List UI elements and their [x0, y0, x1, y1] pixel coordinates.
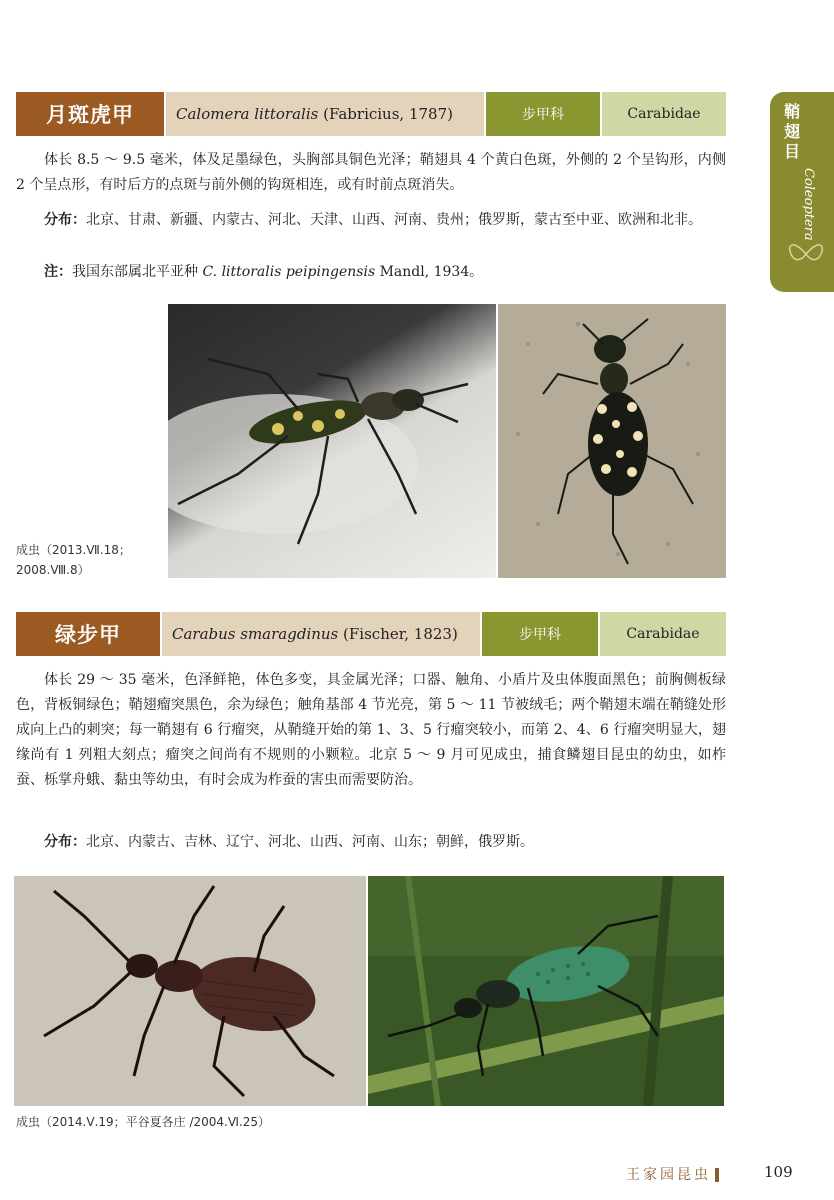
- species-2-distribution: [16, 830, 726, 855]
- species-1-family-cn: 步甲科: [486, 92, 600, 136]
- species-1-genus-species: Calomera littoralis: [176, 105, 319, 123]
- species-2-distribution-text: 北京、内蒙古、吉林、辽宁、河北、山西、河南、山东；朝鲜，俄罗斯。: [86, 834, 534, 850]
- species-1-author: (Fabricius, 1787): [323, 105, 453, 123]
- species-2-description: [16, 668, 726, 793]
- species-1-family-latin: Carabidae: [602, 92, 726, 136]
- species-1-note-prefix: 我国东部属北平亚种: [72, 264, 203, 280]
- species-1-scientific-name: [166, 92, 484, 136]
- section-tab: [770, 92, 834, 292]
- tiger-beetle-top-view-icon: [498, 304, 726, 578]
- species-1-caption: [16, 540, 166, 580]
- order-name-latin: Coleoptera: [801, 168, 816, 241]
- species-2-author: (Fischer, 1823): [343, 625, 458, 643]
- species-2-name-cn: 绿步甲: [16, 612, 160, 656]
- species-2-genus-species: Carabus smaragdinus: [172, 625, 339, 643]
- species-1-name-cn: 月斑虎甲: [16, 92, 164, 136]
- species-1-description: [16, 148, 726, 198]
- species-1-distribution-label: 分布：: [44, 212, 86, 228]
- species-2-distribution-label: 分布：: [44, 834, 86, 850]
- species-1-photo-1: [168, 304, 496, 578]
- page-number: 109: [764, 1163, 793, 1181]
- species-1-note: [16, 260, 726, 285]
- species-1-note-label: 注：: [44, 264, 72, 280]
- species-2-family-cn: 步甲科: [482, 612, 598, 656]
- species-1-caption-line-1: 成虫（2013.Ⅶ.18；: [16, 543, 131, 557]
- butterfly-watermark-icon: [784, 232, 828, 276]
- ground-beetle-bronze-icon: [14, 876, 366, 1106]
- species-2-scientific-name: [162, 612, 480, 656]
- species-2-family-latin: Carabidae: [600, 612, 726, 656]
- species-1-description-text: 体长 8.5 ～ 9.5 毫米，体及足墨绿色，头胸部具铜色光泽；鞘翅具 4 个黄白色斑，外侧的 2 个呈钩形，内侧 2 个呈点形，有时后方的点斑与前外侧的钩斑相连，或有时前点斑消失。: [16, 152, 726, 193]
- species-1-distribution-text: 北京、甘肃、新疆、内蒙古、河北、天津、山西、河南、贵州；俄罗斯，蒙古至中亚、欧洲和北非。: [86, 212, 702, 228]
- species-2-description-text: 体长 29 ～ 35 毫米，色泽鲜艳，体色多变，具金属光泽；口器、触角、小盾片及虫体腹面黑色；前胸侧板绿色，背板铜绿色；鞘翅瘤突黑色，余为绿色；触角基部 4 节光亮，第 5 ～ 11 节被绒毛；两个鞘翅末端在鞘缝处形成向上凸的刺突；每一鞘翅有 6 行瘤突，从鞘缝开始的第 1、3、5 行瘤突较小，而第 2、4、6 行瘤突明显大，翅缘尚有 1 列粗大刻点；瘤突之间尚有不规则的小颗粒。北京 5 ～ 9 月可见成虫，捕食鳞翅目昆虫的幼虫，如柞蚕、栎掌舟蛾、黏虫等幼虫，有时会成为柞蚕的害虫而需要防治。: [16, 672, 726, 788]
- species-1-note-taxon: C. littoralis peipingensis: [202, 264, 376, 280]
- tiger-beetle-side-view-icon: [168, 304, 496, 578]
- footer-divider-icon: [715, 1168, 719, 1182]
- order-name-cn: 鞘翅目: [784, 102, 801, 161]
- footer-book-title: [626, 1164, 719, 1184]
- species-1-note-suffix: Mandl, 1934。: [375, 264, 484, 280]
- footer-book-title-text: 王家园昆虫: [626, 1167, 711, 1183]
- species-2-caption: 成虫（2014.Ⅴ.19；平谷夏各庄 /2004.Ⅵ.25）: [16, 1115, 271, 1129]
- species-1-photo-2: [498, 304, 726, 578]
- species-2-photo-1: [14, 876, 366, 1106]
- green-carabus-on-grass-icon: [368, 876, 724, 1106]
- species-1-distribution: [16, 208, 726, 233]
- species-1-caption-line-2: 2008.Ⅷ.8）: [16, 563, 90, 577]
- species-2-photo-2: [368, 876, 724, 1106]
